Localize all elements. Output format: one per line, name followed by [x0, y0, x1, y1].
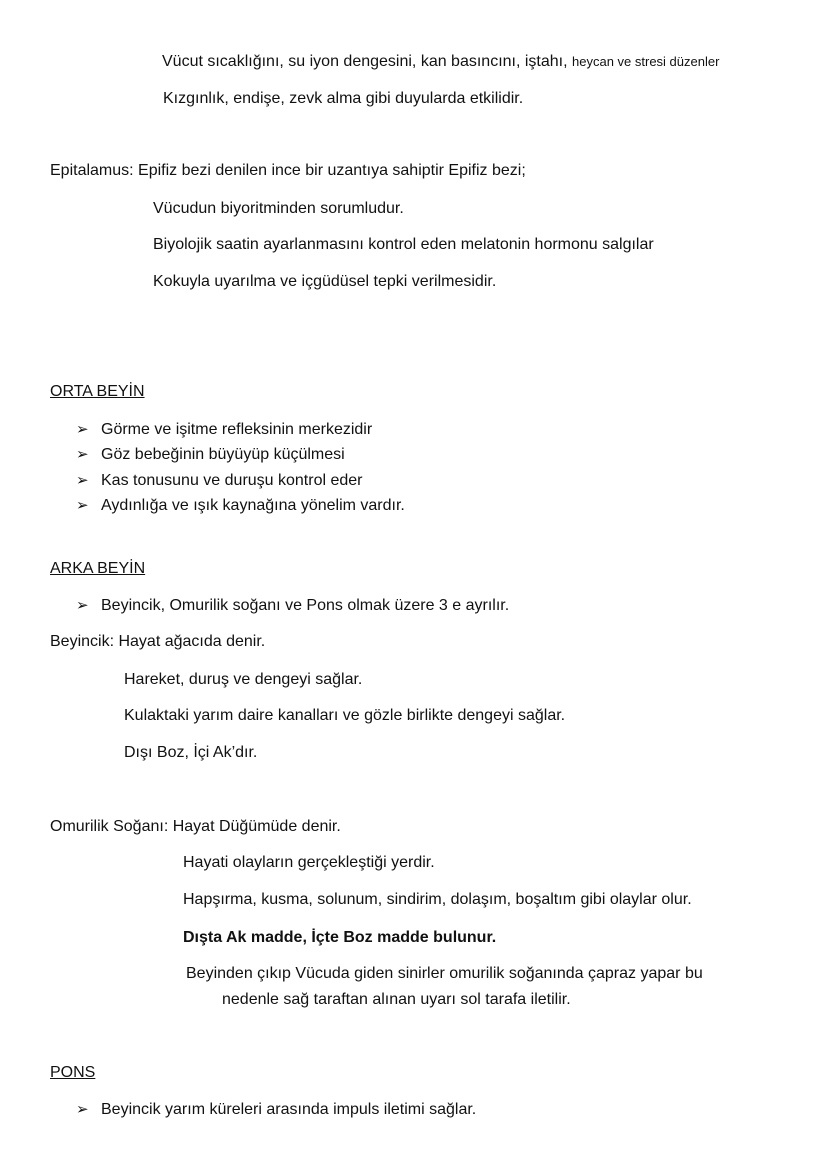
epitalamus-heading: Epitalamus: Epifiz bezi denilen ince bir uzantıya sahiptir Epifiz bezi; — [50, 162, 526, 179]
pons-heading: PONS — [50, 1064, 96, 1081]
epitalamus-item: Biyolojik saatin ayarlanmasını kontrol eden melatonin hormonu salgılar — [153, 236, 654, 253]
omurilik-heading: Omurilik Soğanı: Hayat Düğümüde denir. — [50, 818, 341, 835]
omurilik-cross-line-2: nedenle sağ taraftan alınan uyarı sol tarafa iletilir. — [222, 991, 571, 1008]
intro-line-1 — [162, 52, 719, 72]
intro-line-2: Kızgınlık, endişe, zevk alma gibi duyularda etkilidir. — [163, 90, 524, 107]
pons-bullet-text: Beyincik yarım küreleri arasında impuls iletimi sağlar. — [101, 1101, 477, 1118]
epitalamus-item: Vücudun biyoritminden sorumludur. — [153, 200, 404, 217]
orta-beyin-bullet-text: Göz bebeğinin büyüyüp küçülmesi — [101, 446, 345, 463]
orta-beyin-bullet-text: Görme ve işitme refleksinin merkezidir — [101, 421, 373, 438]
arrow-bullet-icon: ➢ — [76, 446, 89, 463]
orta-beyin-bullet-text: Kas tonusunu ve duruşu kontrol eder — [101, 472, 363, 489]
omurilik-bold-item: Dışta Ak madde, İçte Boz madde bulunur. — [183, 929, 497, 946]
orta-beyin-heading: ORTA BEYİN — [50, 383, 145, 400]
beyincik-item: Dışı Boz, İçi Ak’dır. — [124, 744, 258, 761]
arrow-bullet-icon: ➢ — [76, 597, 89, 614]
epitalamus-item: Kokuyla uyarılma ve içgüdüsel tepki verilmesidir. — [153, 273, 497, 290]
arka-beyin-heading: ARKA BEYİN — [50, 560, 146, 577]
arrow-bullet-icon: ➢ — [76, 472, 89, 489]
intro-line-1-small: heycan ve stresi düzenler — [572, 54, 720, 69]
arka-beyin-bullet-text: Beyincik, Omurilik soğanı ve Pons olmak üzere 3 e ayrılır. — [101, 597, 510, 614]
arrow-bullet-icon: ➢ — [76, 421, 89, 438]
orta-beyin-bullet-text: Aydınlığa ve ışık kaynağına yönelim vardır. — [101, 497, 405, 514]
arrow-bullet-icon: ➢ — [76, 1101, 89, 1118]
beyincik-heading: Beyincik: Hayat ağacıda denir. — [50, 633, 266, 650]
omurilik-item: Hapşırma, kusma, solunum, sindirim, dolaşım, boşaltım gibi olaylar olur. — [183, 891, 692, 908]
omurilik-cross-line-1: Beyinden çıkıp Vücuda giden sinirler omurilik soğanında çapraz yapar bu — [186, 965, 703, 982]
beyincik-item: Hareket, duruş ve dengeyi sağlar. — [124, 671, 363, 688]
intro-line-1-main: Vücut sıcaklığını, su iyon dengesini, kan basıncını, iştahı, — [162, 53, 568, 70]
omurilik-item: Hayati olayların gerçekleştiği yerdir. — [183, 854, 435, 871]
arrow-bullet-icon: ➢ — [76, 497, 89, 514]
beyincik-item: Kulaktaki yarım daire kanalları ve gözle birlikte dengeyi sağlar. — [124, 707, 566, 724]
